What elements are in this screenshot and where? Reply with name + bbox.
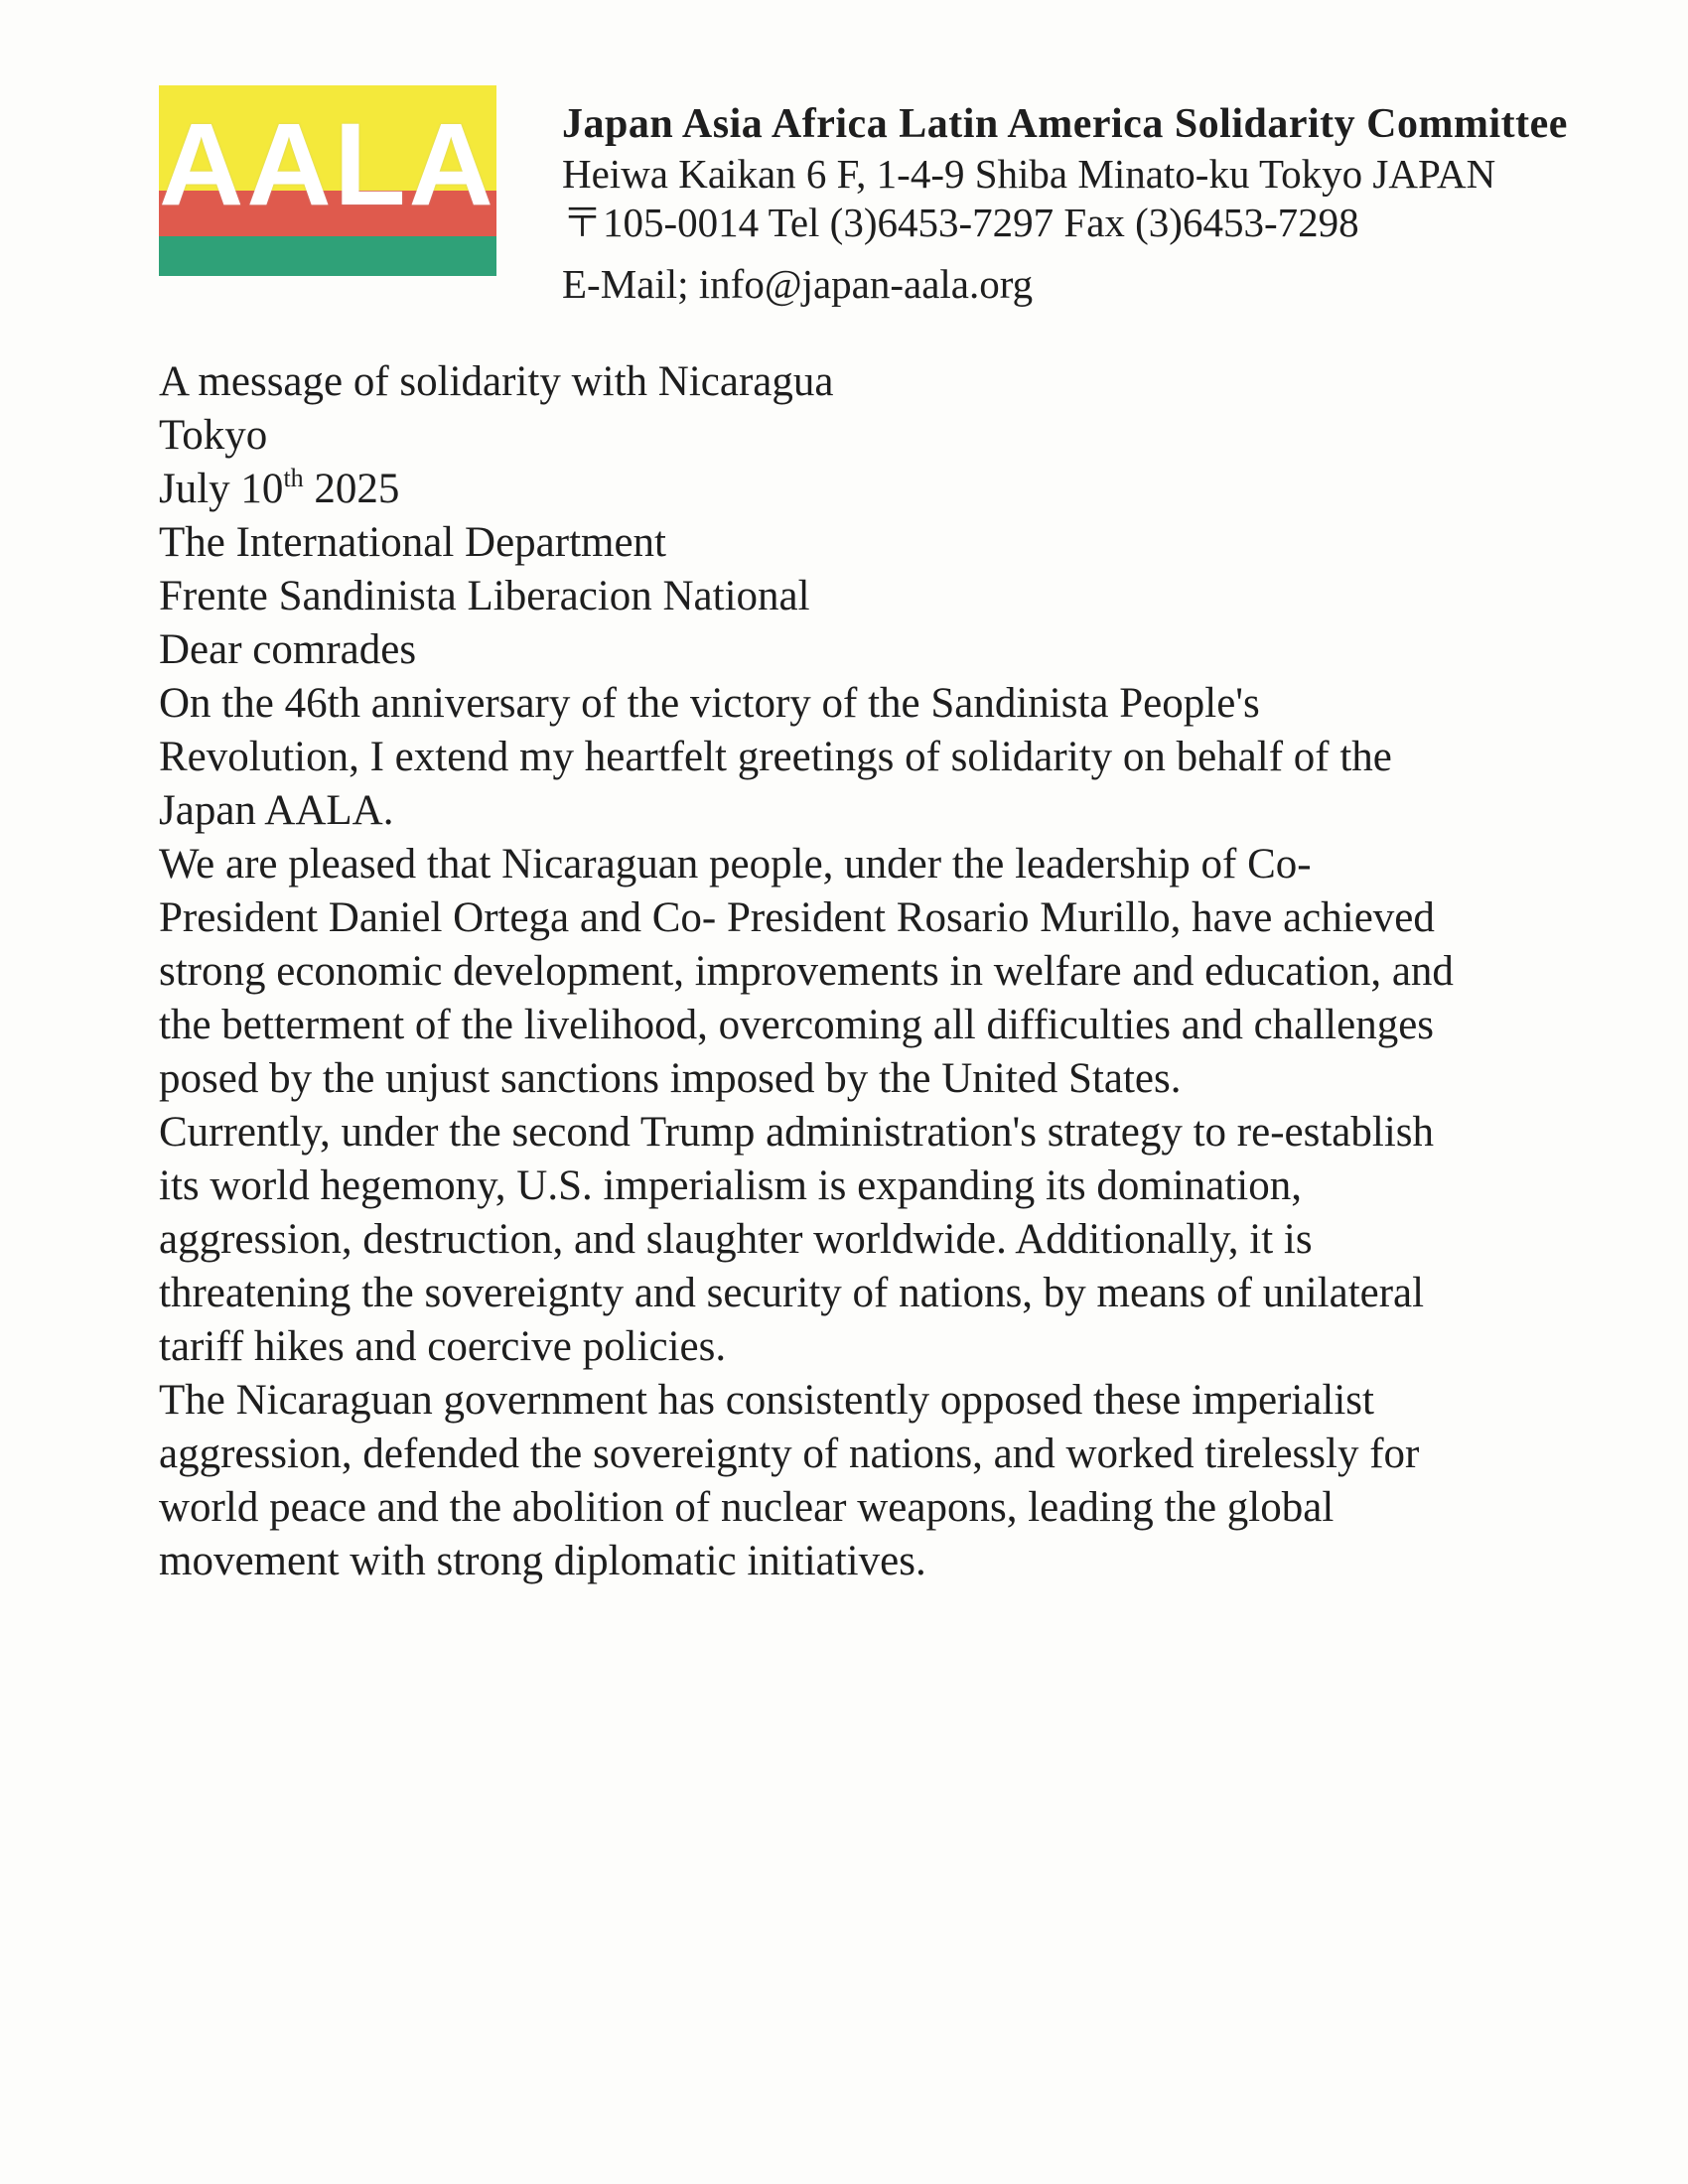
paragraph-3: Currently, under the second Trump administration's strategy to re-establish its world hegemony, U.S. imperialism is expanding its domination, aggression, destruction, and slaughter worldwide. Additionally, it is threatening the sovereignty and security of nations, by means of unilateral tariff hikes and coercive policies. xyxy=(159,1109,1434,1370)
date-day: July 10 xyxy=(159,466,284,512)
logo-text: AALA xyxy=(159,99,496,230)
letterhead-text xyxy=(562,85,1568,309)
recipient-line-2: Frente Sandinista Liberacion National xyxy=(159,573,810,619)
org-name: Japan Asia Africa Latin America Solidarity Committee xyxy=(562,101,1568,147)
date-year: 2025 xyxy=(303,466,400,512)
city-line: Tokyo xyxy=(159,412,268,459)
salutation: Dear comrades xyxy=(159,626,417,673)
postal-tel-fax-line: 〒105-0014 Tel (3)6453-7297 Fax (3)6453-7298 xyxy=(562,200,1359,245)
date-line xyxy=(159,463,1462,516)
letter-body xyxy=(159,355,1462,1588)
paragraph-1: On the 46th anniversary of the victory of the Sandinista People's Revolution, I extend my heartfelt greetings of solidarity on behalf of the Japan AALA. xyxy=(159,680,1392,834)
address-line: Heiwa Kaikan 6 F, 1-4-9 Shiba Minato-ku Tokyo JAPAN xyxy=(562,151,1496,197)
aala-logo xyxy=(159,85,496,276)
subject-line: A message of solidarity with Nicaragua xyxy=(159,358,834,405)
paragraph-4: The Nicaraguan government has consistently opposed these imperialist aggression, defended the sovereignty of nations, and worked tirelessly for world peace and the abolition of nuclear weapons, leading the global movement with strong diplomatic initiatives. xyxy=(159,1377,1420,1584)
logo-band-green xyxy=(159,236,496,276)
email-line: E-Mail; info@japan-aala.org xyxy=(562,261,1034,307)
paragraph-2: We are pleased that Nicaraguan people, under the leadership of Co-President Daniel Ortega and Co- President Rosario Murillo, have achieved strong economic development, improvements in welfare and education, and the betterment of the livelihood, overcoming all difficulties and challenges posed by the unjust sanctions imposed by the United States. xyxy=(159,841,1454,1102)
date-ordinal: th xyxy=(283,464,304,492)
letterhead xyxy=(159,85,1568,309)
recipient-line-1: The International Department xyxy=(159,519,667,566)
